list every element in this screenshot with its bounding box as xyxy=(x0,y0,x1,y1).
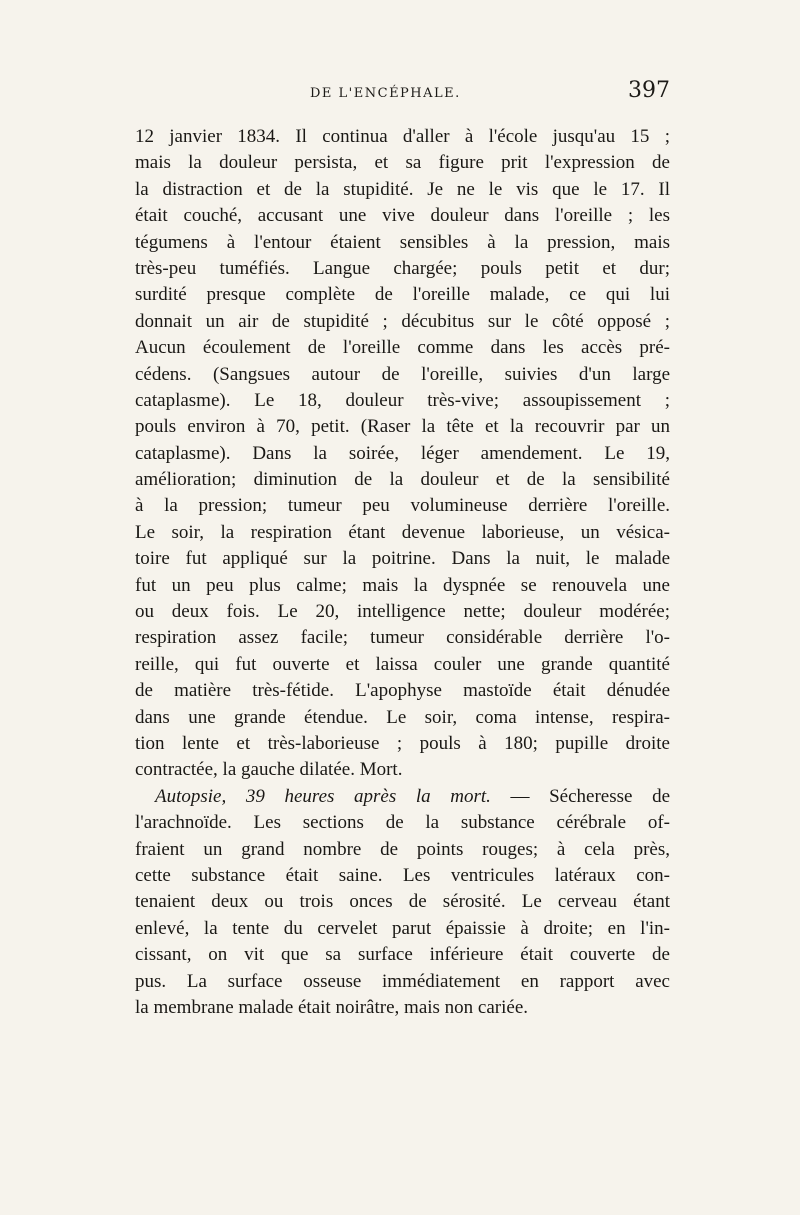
text-line: fut un peu plus calme; mais la dyspnée se renouvela une xyxy=(135,574,670,596)
text-line: à la pression; tumeur peu volumineuse derrière l'oreille. xyxy=(135,495,670,517)
text-line: cédens. (Sangsues autour de l'oreille, suivies d'un large xyxy=(135,363,670,385)
text-line: toire fut appliqué sur la poitrine. Dans la nuit, le malade xyxy=(135,548,670,570)
text-line: tion lente et très-laborieuse ; pouls à 180; pupille droite xyxy=(135,732,670,754)
body-text xyxy=(135,124,670,1021)
page-number: 397 xyxy=(628,78,670,103)
text-line: amélioration; diminution de la douleur et de la sensibilité xyxy=(135,469,670,491)
text-line: très-peu tuméfiés. Langue chargée; pouls petit et dur; xyxy=(135,257,670,279)
text-line: dans une grande étendue. Le soir, coma intense, respira- xyxy=(135,706,670,728)
text-line: respiration assez facile; tumeur considérable derrière l'o- xyxy=(135,627,670,649)
text-line: pouls environ à 70, petit. (Raser la tête et la recouvrir par un xyxy=(135,416,670,438)
text-line: la membrane malade était noirâtre, mais non cariée. xyxy=(135,996,529,1018)
text-line: l'arachnoïde. Les sections de la substance cérébrale of- xyxy=(135,812,670,834)
text-line: tenaient deux ou trois onces de sérosité. Le cerveau étant xyxy=(135,891,670,913)
text-line: tégumens à l'entour étaient sensibles à la pression, mais xyxy=(135,231,670,253)
autopsy-heading: Autopsie, 39 heures après la mort. xyxy=(155,785,491,807)
text-line: surdité presque complète de l'oreille malade, ce qui lui xyxy=(135,284,670,306)
autopsy-heading-line xyxy=(135,784,670,810)
text-line: était couché, accusant une vive douleur dans l'oreille ; les xyxy=(135,205,670,227)
text-line: la distraction et de la stupidité. Je ne le vis que le 17. Il xyxy=(135,178,670,200)
text-line: donnait un air de stupidité ; décubitus sur le côté opposé ; xyxy=(135,310,670,332)
text-line: ou deux fois. Le 20, intelligence nette; douleur modérée; xyxy=(135,601,670,623)
text-line: reille, qui fut ouverte et laissa couler une grande quantité xyxy=(135,653,670,675)
text-line: contractée, la gauche dilatée. Mort. xyxy=(135,759,403,781)
text-line: fraient un grand nombre de points rouges; à cela près, xyxy=(135,838,670,860)
page-header xyxy=(135,78,670,108)
text-line: enlevé, la tente du cervelet parut épaissie à droite; en l'in- xyxy=(135,917,670,939)
text-line: Le soir, la respiration étant devenue laborieuse, un vésica- xyxy=(135,521,670,543)
text-line: Aucun écoulement de l'oreille comme dans les accès pré- xyxy=(135,337,670,359)
text-line: pus. La surface osseuse immédiatement en rapport avec xyxy=(135,970,670,992)
text-line: de matière très-fétide. L'apophyse mastoïde était dénudée xyxy=(135,680,670,702)
running-title: DE L'ENCÉPHALE. xyxy=(310,86,461,101)
autopsy-lead-text: — Sécheresse de xyxy=(490,785,670,807)
paragraph-autopsy xyxy=(135,784,670,1022)
text-line: cataplasme). Le 18, douleur très-vive; assoupissement ; xyxy=(135,389,670,411)
text-line: cette substance était saine. Les ventricules latéraux con- xyxy=(135,864,670,886)
text-line: cataplasme). Dans la soirée, léger amendement. Le 19, xyxy=(135,442,670,464)
text-line: mais la douleur persista, et sa figure prit l'expression de xyxy=(135,152,670,174)
text-line: 12 janvier 1834. Il continua d'aller à l'école jusqu'au 15 ; xyxy=(135,126,670,147)
text-line: cissant, on vit que sa surface inférieure était couverte de xyxy=(135,944,670,966)
paragraph-clinical-history xyxy=(135,124,670,784)
